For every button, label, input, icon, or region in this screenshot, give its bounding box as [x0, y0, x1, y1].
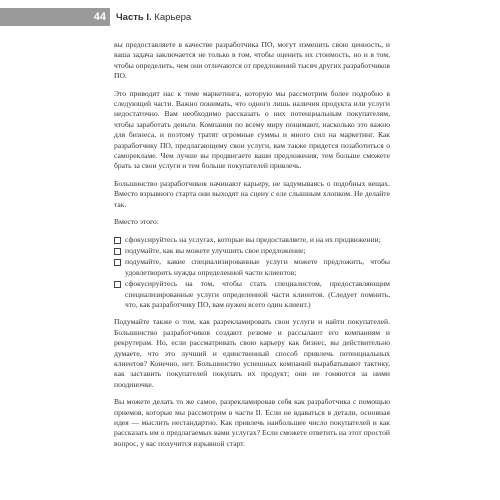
checkbox-bullet-icon: [114, 248, 121, 255]
list-item-text: подумайте, какие специализированные услуги можете предложить, чтобы удовлетворить нужды определенной части клиентов;: [125, 257, 390, 277]
paragraph: Большинство разработчиков начинают карьеру, не задумываясь о подобных вещах. Вместо взрывного старта они выходят на сцену с еле слышным хлопком. Не делайте так.: [114, 178, 390, 209]
list-item: [114, 246, 390, 256]
paragraph: Это приводит нас к теме маркетинга, которую мы рассмотрим более подробно в следующей части. Важно понимать, что одного лишь наличия продукта или услуги недостаточно. Вам необходимо рассказать о них потенциальным покупателям, чтобы заработать деньги. Компании по всему миру понимают, насколько это важно для бизнеса, и поэтому тратят огромные суммы и много сил на маркетинг. Как разработчику ПО, предлагающему свои услуги, вам также придется позаботиться о саморекламе. Чем лучше вы продвигаете ваши предложения, тем больше сможете брать за свои услуги и тем больше покупателей привлечь.: [114, 88, 390, 171]
running-head-title: [116, 12, 191, 23]
part-label: Часть I.: [116, 11, 152, 23]
page-number: 44: [0, 8, 110, 26]
checkbox-bullet-icon: [114, 237, 121, 244]
paragraph: Вместо этого:: [114, 217, 159, 227]
page-body: [114, 40, 390, 456]
list-item: [114, 279, 390, 310]
checkbox-bullet-icon: [114, 281, 121, 288]
paragraph: Вы можете делать то же самое, разрекламировав себя как разработчика с помощью приемов, которые мы рассмотрим в части II. Если не вдаваться в детали, основная идея — мыслить нестандартно. Как привлечь наибольшее число покупателей и как рассказать им о предлагаемых вами услугах? Если сможете ответить на этот простой вопрос, у вас получится взрывной старт.: [114, 397, 390, 448]
list-item: [114, 235, 390, 245]
list-item-text: сфокусируйтесь на том, чтобы стать специалистом, предоставляющим специализированные услуги определенной части клиентов. (Следует помнить, что, как разработчику ПО, вам нужен всего один клиент.): [125, 279, 390, 309]
part-title: Карьера: [154, 11, 192, 23]
list-item: [114, 257, 390, 278]
paragraph: Подумайте также о том, как разрекламировать свои услуги и найти покупателей. Большинство разработчиков создают резюме и рассылают его компаниям и рекрутерам. Но, если рассматривать свою карьеру как бизнес, вы действительно думаете, что это лучший и единственный способ привлечь потенциальных клиентов? Конечно, нет. Большинство успешных компаний вырабатывают тактику, как заставить покупателей покупать их продукт; они не гоняются за ними поодиночке.: [114, 317, 390, 389]
paragraph: вы предоставляете в качестве разработчика ПО, могут изменить свою ценность, и ваша задача заключается не только в том, чтобы оценить их стоимость, но и в том, чтобы определить, чем они отличаются от предложений тысяч других разработчиков ПО.: [114, 40, 390, 81]
list-item-text: сфокусируйтесь на услугах, которые вы предоставляете, и на их продвижении;: [125, 234, 381, 244]
running-header: [0, 8, 191, 26]
checkbox-bullet-icon: [114, 259, 121, 266]
bullet-list: [114, 235, 390, 311]
list-item-text: подумайте, как вы можете улучшить свое предложение;: [125, 245, 306, 255]
